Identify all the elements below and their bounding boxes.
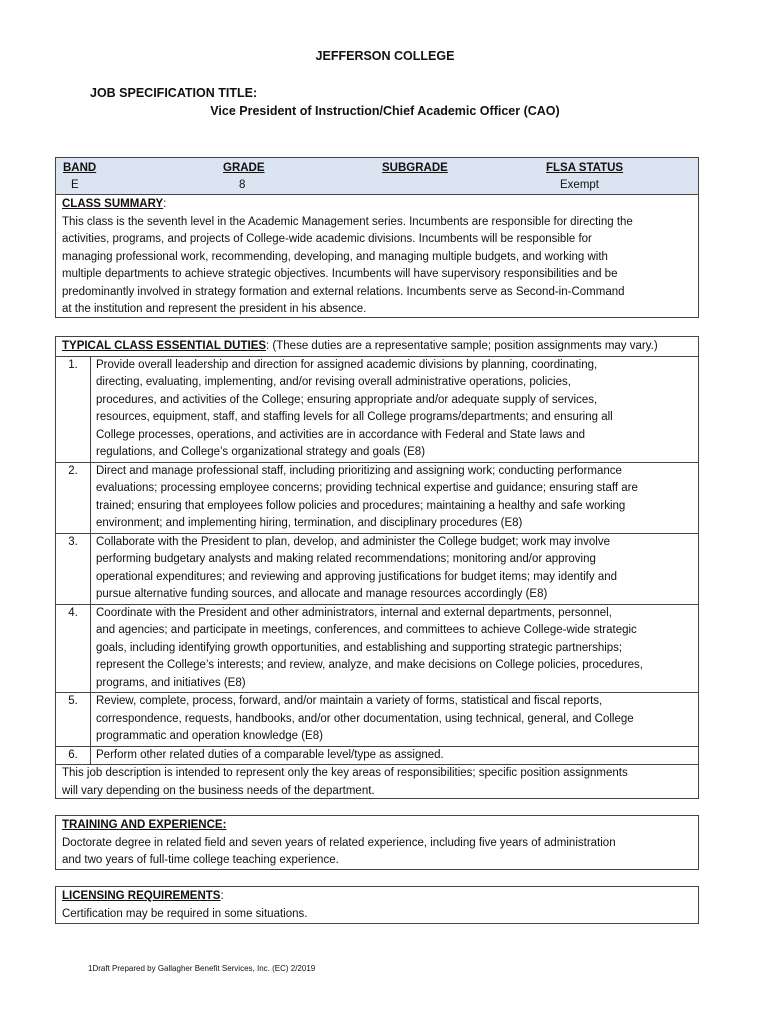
- duty-text: [91, 693, 699, 747]
- duty-line: programs, and initiatives (E8): [96, 676, 246, 689]
- training-box: [55, 815, 699, 870]
- band-value: E: [71, 179, 79, 191]
- duty-text: [91, 533, 699, 604]
- flsa-status-label: FLSA STATUS: [546, 162, 624, 174]
- duty-text: [91, 746, 699, 764]
- class-summary-line: activities, programs, and projects of College-wide academic divisions. Incumbents will be responsible for: [62, 233, 592, 245]
- duty-number: 5.: [56, 693, 91, 747]
- organization-name: JEFFERSON COLLEGE: [315, 49, 455, 63]
- duty-text: [91, 356, 699, 462]
- duty-row: [56, 533, 698, 604]
- licensing-colon: :: [220, 890, 224, 902]
- footer-note: 1Draft Prepared by Gallagher Benefit Services, Inc. (EC) 2/2019: [88, 964, 316, 973]
- duty-line: performing budgetary analysts and making related recommendations; monitoring and/or approving: [96, 553, 596, 565]
- training-heading: TRAINING AND EXPERIENCE:: [62, 819, 227, 831]
- duty-line: College processes, operations, and activities are in accordance with Federal and State laws and: [96, 428, 586, 441]
- duty-number: 4.: [56, 604, 91, 693]
- duty-row: [56, 693, 698, 747]
- licensing-heading: LICENSING REQUIREMENTS: [62, 890, 221, 902]
- duties-heading-row: [56, 337, 698, 356]
- classification-header: [56, 158, 698, 195]
- duty-line: Coordinate with the President and other administrators, internal and external departments, personnel,: [96, 606, 612, 619]
- duty-text: [91, 462, 699, 533]
- training-line: Doctorate degree in related field and seven years of related experience, including five years of administration: [62, 836, 616, 849]
- duty-line: environment; and implementing hiring, termination, and disciplinary procedures (E8): [96, 517, 523, 529]
- grade-value: 8: [239, 179, 246, 191]
- duty-number: 6.: [56, 746, 91, 764]
- duty-row: [56, 746, 698, 764]
- class-summary-line: This class is the seventh level in the Academic Management series. Incumbents are responsible for directing the: [62, 215, 633, 228]
- duty-number: 3.: [56, 533, 91, 604]
- duty-line: programmatic and operation knowledge (E8): [96, 730, 323, 742]
- class-summary-line: multiple departments to achieve strategic objectives. Incumbents will have supervisory responsibilities and be: [62, 268, 618, 280]
- class-summary-line: at the institution and represent the president in his absence.: [62, 303, 367, 315]
- duty-line: operational expenditures; and reviewing and approving justifications for budget items; may identify and: [96, 570, 618, 583]
- class-summary: [56, 195, 698, 321]
- class-summary-heading: CLASS SUMMARY: [62, 198, 164, 210]
- duty-number: 1.: [56, 356, 91, 462]
- duty-line: trained; ensuring that employees follow policies and procedures; maintaining a healthy and safe working: [96, 499, 626, 512]
- duty-row: [56, 356, 698, 462]
- duty-number: 2.: [56, 462, 91, 533]
- duties-heading: TYPICAL CLASS ESSENTIAL DUTIES: [62, 340, 267, 352]
- duty-line: Perform other related duties of a comparable level/type as assigned.: [96, 748, 444, 761]
- duties-heading-note: : (These duties are a representative sample; position assignments may vary.): [266, 340, 658, 352]
- duty-line: Direct and manage professional staff, including prioritizing and assigning work; conducting performance: [96, 464, 622, 477]
- flsa-status-value: Exempt: [560, 179, 599, 191]
- duties-table: [56, 356, 698, 765]
- classification-box: [55, 157, 699, 318]
- grade-label: GRADE: [223, 162, 265, 174]
- job-spec-label: JOB SPECIFICATION TITLE:: [90, 86, 258, 100]
- duty-line: and agencies; and participate in meetings, conferences, and committees to achieve College-wide strategic: [96, 624, 637, 636]
- duty-text: [91, 604, 699, 693]
- training-line: and two years of full-time college teaching experience.: [62, 854, 339, 866]
- duties-closing-note: [56, 764, 698, 802]
- duty-line: pursue alternative funding sources, and allocate and manage resources accordingly (E8): [96, 588, 548, 600]
- duty-line: represent the College’s interests; and review, analyze, and make decisions on College policies, procedures,: [96, 659, 643, 671]
- duty-line: Review, complete, process, forward, and/or maintain a variety of forms, statistical and fiscal reports,: [96, 695, 603, 707]
- licensing-box: [55, 886, 699, 924]
- job-spec-title: Vice President of Instruction/Chief Academic Officer (CAO): [210, 104, 560, 118]
- duty-row: [56, 462, 698, 533]
- closing-note-line: This job description is intended to represent only the key areas of responsibilities; specific position assignments: [62, 767, 628, 779]
- duty-line: goals, including identifying growth opportunities, and establishing and supporting strategic partnerships;: [96, 641, 623, 654]
- licensing-text: Certification may be required in some situations.: [62, 907, 308, 920]
- duty-line: regulations, and College’s organizational strategy and goals (E8): [96, 446, 426, 458]
- duty-line: Provide overall leadership and direction for assigned academic divisions by planning, coordinating,: [96, 358, 598, 371]
- duty-row: [56, 604, 698, 693]
- duty-line: procedures, and activities of the College; ensuring appropriate and/or adequate supply of services,: [96, 393, 598, 406]
- duty-line: Collaborate with the President to plan, develop, and administer the College budget; work may involve: [96, 535, 610, 548]
- duty-line: directing, evaluating, implementing, and/or revising overall administrative operations, policies,: [96, 376, 571, 388]
- class-summary-colon: :: [163, 198, 167, 210]
- duty-line: correspondence, requests, handbooks, and/or other documentation, using technical, general, and College: [96, 712, 634, 725]
- class-summary-line: managing professional work, recommending, developing, and managing multiple budgets, and working with: [62, 250, 608, 263]
- class-summary-line: predominantly involved in strategy formation and external relations. Incumbents serve as Second-in-Command: [62, 285, 625, 298]
- duty-line: resources, equipment, staff, and staffing levels for all College programs/departments; and ensuring all: [96, 411, 613, 423]
- closing-note-line: will vary depending on the business needs of the department.: [62, 784, 375, 797]
- band-label: BAND: [63, 162, 97, 174]
- duties-box: [55, 336, 699, 799]
- subgrade-label: SUBGRADE: [382, 162, 448, 174]
- duty-line: evaluations; processing employee concerns; providing technical expertise and guidance; ensuring staff are: [96, 482, 638, 494]
